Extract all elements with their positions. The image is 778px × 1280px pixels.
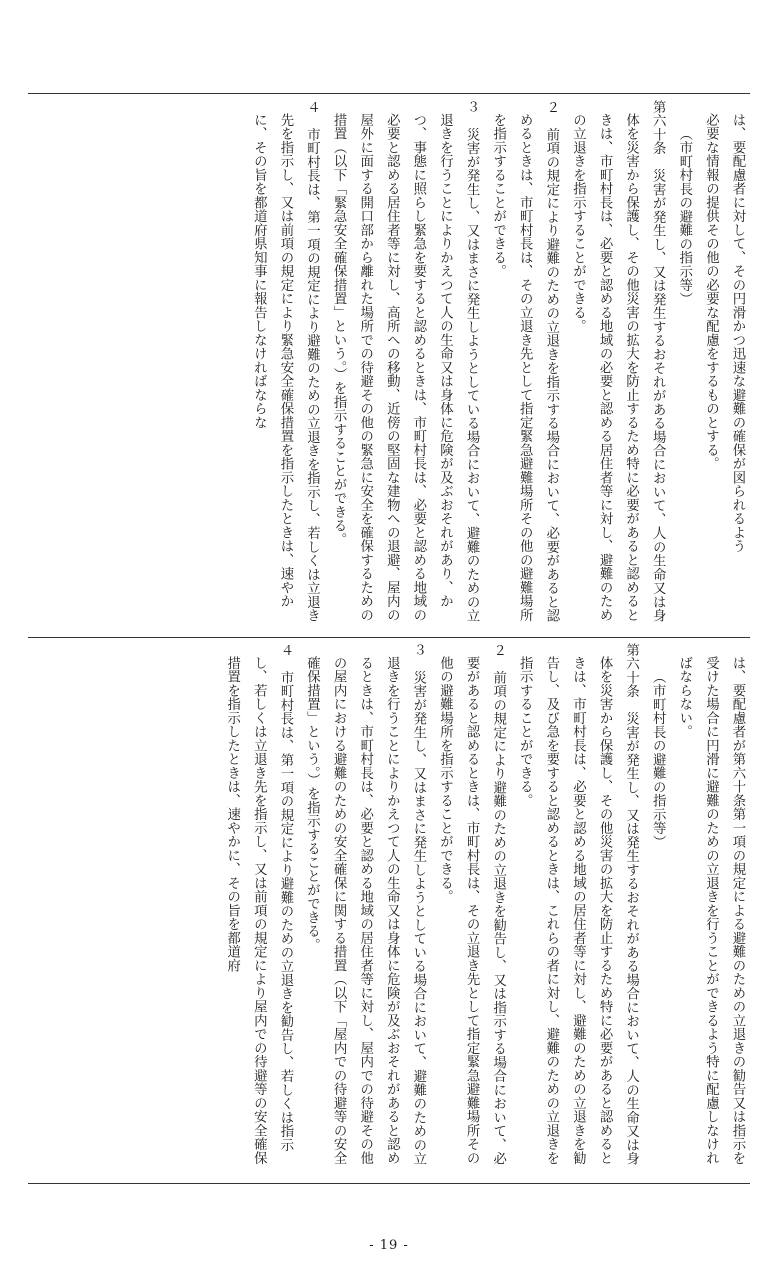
lower-paragraph-0: は、要配慮者が第六十条第一項の規定による避難のための立退きの勧告又は指示を受けた場合に円滑に避難のための立退きを行うことができるよう特に配慮しなければならない。 bbox=[676, 656, 745, 1166]
lower-article-60-para-2: ２ 前項の規定により避難のための立退きを勧告し、又は指示する場合において、必要があると認めるときは、市町村長は、その立退き先として指定緊急避難場所その他の避難場所を指示することができる。 bbox=[437, 643, 506, 1166]
bottom-rule bbox=[28, 1183, 750, 1184]
revised-text-section bbox=[28, 100, 750, 630]
upper-article-60: 第六十条 災害が発生し、又は発生するおそれがある場合において、人の生命又は身体を災害から保護し、その他災害の拡大を防止するため特に必要があると認めるときは、市町村長は、必要と認める地域の必要と認める居住者等に対し、避難のための立退きを指示することができる。 bbox=[570, 100, 666, 623]
upper-article-heading: （市町村長の避難の指示等） bbox=[676, 126, 692, 306]
lower-article-60-para-3: ３ 災害が発生し、又はまさに発生しようとしている場合において、避難のための立退きを行うことによりかえつて人の生命又は身体に危険が及ぶおそれがあると認めるときは、市町村長は、必要と認める地域の居住者等に対し、屋内での待避その他の屋内における避難のための安全確保に関する措置（以下「屋内での待避等の安全確保措置」という。）を指示することができる。 bbox=[304, 643, 426, 1166]
upper-paragraph-1: 必要な情報の提供その他の必要な配慮をするものとする。 bbox=[703, 113, 719, 471]
lower-article-heading: （市町村長の避難の指示等） bbox=[650, 669, 666, 849]
page-number: - 19 - bbox=[369, 1238, 409, 1253]
upper-article-60-para-2: ２ 前項の規定により避難のための立退きを指示する場合において、必要があると認めるときは、市町村長は、その立退き先として指定緊急避難場所その他の避難場所を指示することができる。 bbox=[490, 100, 559, 623]
lower-article-60-para-4: ４ 市町村長は、第一項の規定により避難のための立退きを勧告し、若しくは指示し、若しくは立退き先を指示し、又は前項の規定により屋内での待避等の安全確保措置を指示したときは、速やかに、その旨を都道府 bbox=[224, 643, 293, 1166]
lower-article-60: 第六十条 災害が発生し、又は発生するおそれがある場合において、人の生命又は身体を災害から保護し、その他災害の拡大を防止するため特に必要があると認めるときは、市町村長は、必要と認める地域の居住者等に対し、避難のための立退きを勧告し、及び急を要すると認めるときは、これらの者に対し、避難のための立退きを指示することができる。 bbox=[517, 643, 639, 1166]
current-text-section bbox=[28, 643, 750, 1177]
upper-article-60-para-4: ４ 市町村長は、第一項の規定により避難のための立退きを指示し、若しくは立退き先を指示し、又は前項の規定により緊急安全確保措置を指示したときは、速やかに、その旨を都道府県知事に報告しなければならな bbox=[251, 100, 320, 623]
upper-paragraph-0: は、要配慮者に対して、その円滑かつ迅速な避難の確保が図られるよう bbox=[730, 113, 745, 554]
middle-rule bbox=[28, 637, 750, 638]
upper-article-60-para-3: ３ 災害が発生し、又はまさに発生しようとしている場合において、避難のための立退きを行うことによりかえつて人の生命又は身体に危険が及ぶおそれがあり、かつ、事態に照らし緊急を要すると認めるときは、市町村長は、必要と認める地域の必要と認める居住者等に対し、高所への移動、近傍の堅固な建物への退避、屋内の屋外に面する開口部から離れた場所での待避その他の緊急に安全を確保するための措置（以下「緊急安全確保措置」という。）を指示することができる。 bbox=[331, 100, 480, 623]
top-rule bbox=[28, 93, 750, 94]
